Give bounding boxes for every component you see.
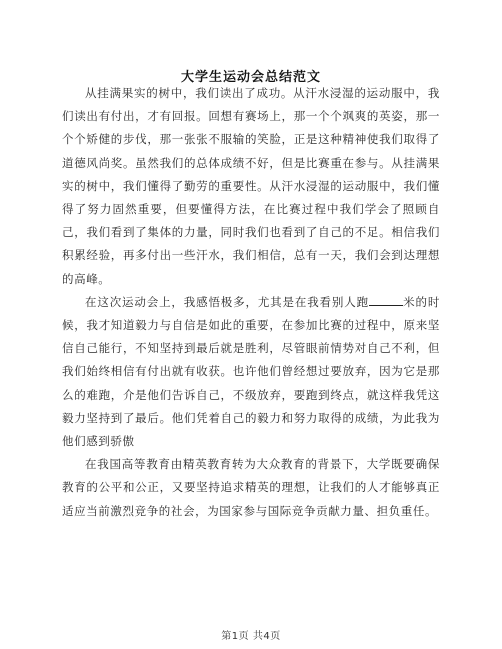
paragraph-2-part-1: 在这次运动会上，我感悟极多，尤其是在我看别人跑 [85,294,369,309]
document-body [62,82,440,523]
page-number-footer: 第1页 共4页 [221,631,281,642]
document-title: 大学生运动会总结范文 [180,70,321,85]
paragraph-2 [62,291,440,453]
paragraph-2-part-2: 米的时候，我才知道毅力与自信是如此的重要，在参加比赛的过程中，原来坚信自己能行，不知坚持到最后就是胜利，尽管眼前情势对自己不利，但我们始终相信有付出就有收获。也许他们曾经想过要放弃，因为它是那么的难跑，介是他们告诉自己，不级放弃，要跑到终点，就这样我凭这毅力坚持到了最后。他们凭着自己的毅力和努力取得的成绩，为此我为他们感到骄傲 [62,294,440,449]
paragraph-3: 在我国高等教育由精英教育转为大众教育的背景下，大学既要确保教育的公平和公正，又要坚持追求精英的理想，让我们的人才能够真正适应当前激烈竞争的社会，为国家参与国际竞争贡献力量、担负重任。 [62,457,440,518]
fill-in-blank-line [369,295,403,306]
paragraph-1: 从挂满果实的树中，我们读出了成功。从汗水浸湿的运动服中，我们读出有付出，才有回报。回想有赛场上，那一个个飒爽的英姿，那一个个矫健的步伐，那一张张不服输的笑脸，正是这种精神使我们取得了道德风尚奖。虽然我们的总体成绩不好，但是比赛重在参与。从挂满果实的树中，我们懂得了勤劳的重要性。从汗水浸湿的运动服中，我们懂得了努力固然重要，但要懂得方法，在比赛过程中我们学会了照顾自己，我们看到了集体的力量，同时我们也看到了自己的不足。相信我们积累经验，再多付出一些汗水，我们相信，总有一天，我们会到达理想的高峰。 [62,86,440,286]
